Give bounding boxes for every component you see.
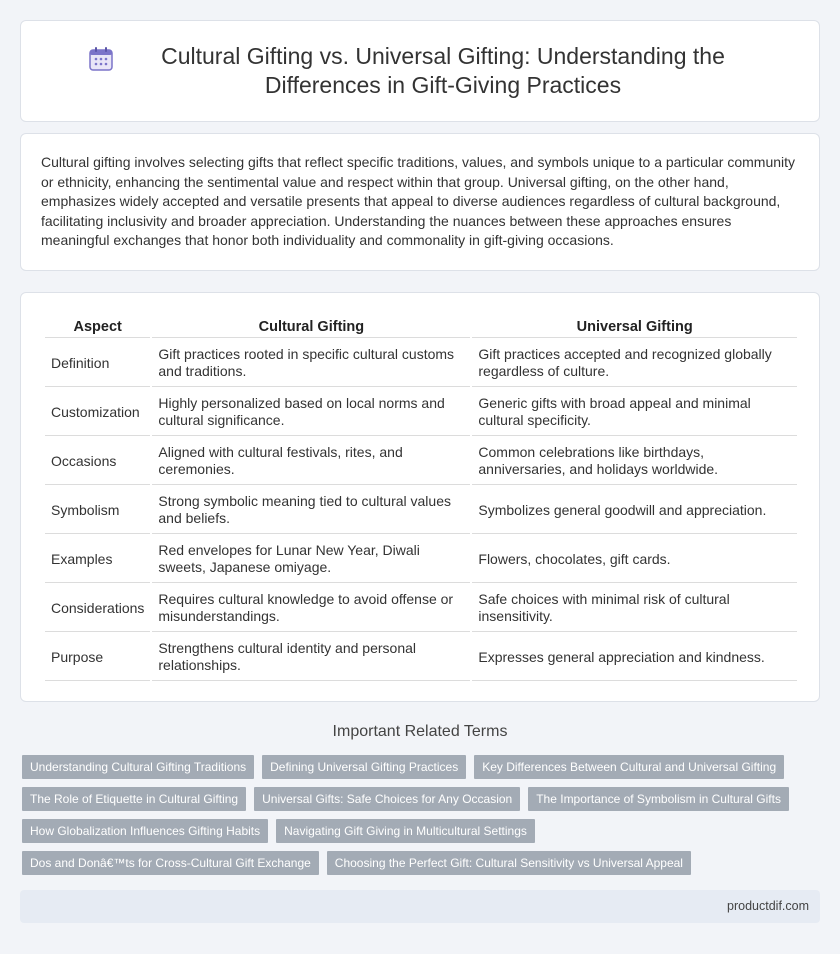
cultural-cell: Strengthens cultural identity and personal relationships.: [152, 634, 470, 681]
universal-cell: Safe choices with minimal risk of cultural insensitivity.: [472, 585, 797, 632]
table-row: [45, 389, 797, 436]
calendar-icon: [87, 45, 115, 73]
cultural-cell: Gift practices rooted in specific cultural customs and traditions.: [152, 340, 470, 387]
related-term-link[interactable]: Universal Gifts: Safe Choices for Any Occasion: [254, 787, 520, 811]
header-aspect: Aspect: [45, 315, 150, 338]
universal-cell: Generic gifts with broad appeal and minimal cultural specificity.: [472, 389, 797, 436]
footer-site-name: productdif.com: [727, 899, 809, 913]
intro-card: [20, 133, 820, 271]
header-universal: Universal Gifting: [472, 315, 797, 338]
cultural-cell: Red envelopes for Lunar New Year, Diwali sweets, Japanese omiyage.: [152, 536, 470, 583]
aspect-cell: Considerations: [45, 585, 150, 632]
table-row: [45, 536, 797, 583]
table-row: [45, 634, 797, 681]
related-term-link[interactable]: The Role of Etiquette in Cultural Gifting: [22, 787, 246, 811]
table-row: [45, 340, 797, 387]
page-title: Cultural Gifting vs. Universal Gifting: Understanding the Differences in Gift-Giving Practices: [161, 43, 725, 98]
universal-cell: Symbolizes general goodwill and appreciation.: [472, 487, 797, 534]
cultural-cell: Highly personalized based on local norms and cultural significance.: [152, 389, 470, 436]
universal-cell: Gift practices accepted and recognized globally regardless of culture.: [472, 340, 797, 387]
related-terms-list: [22, 755, 822, 883]
cultural-cell: Aligned with cultural festivals, rites, and ceremonies.: [152, 438, 470, 485]
aspect-cell: Examples: [45, 536, 150, 583]
aspect-cell: Customization: [45, 389, 150, 436]
related-term-link[interactable]: Navigating Gift Giving in Multicultural Settings: [276, 819, 535, 843]
related-term-link[interactable]: The Importance of Symbolism in Cultural Gifts: [528, 787, 789, 811]
related-term-link[interactable]: Defining Universal Gifting Practices: [262, 755, 466, 779]
related-term-link[interactable]: Understanding Cultural Gifting Traditions: [22, 755, 254, 779]
header-card: [20, 20, 820, 122]
related-term-link[interactable]: Dos and Donâ€™ts for Cross-Cultural Gift Exchange: [22, 851, 319, 875]
table-row: [45, 438, 797, 485]
cultural-cell: Requires cultural knowledge to avoid offense or misunderstandings.: [152, 585, 470, 632]
aspect-cell: Occasions: [45, 438, 150, 485]
table-row: [45, 585, 797, 632]
table-row: [45, 487, 797, 534]
universal-cell: Flowers, chocolates, gift cards.: [472, 536, 797, 583]
header-cultural: Cultural Gifting: [152, 315, 470, 338]
footer: [20, 890, 820, 923]
aspect-cell: Purpose: [45, 634, 150, 681]
related-term-link[interactable]: How Globalization Influences Gifting Habits: [22, 819, 268, 843]
related-term-link[interactable]: Key Differences Between Cultural and Universal Gifting: [474, 755, 784, 779]
related-terms-heading: Important Related Terms: [332, 723, 508, 740]
intro-paragraph: Cultural gifting involves selecting gifts that reflect specific traditions, values, and symbols unique to a particular community or ethnicity, enhancing the sentimental value and respect within that group. Universal gifting, on the other hand, emphasizes widely accepted and versatile presents that appeal to diverse audiences regardless of cultural background, facilitating inclusivity and broader appreciation. Understanding the nuances between these approaches ensures meaningful exchanges that honor both individuality and commonality in gift-giving occasions.: [41, 154, 796, 248]
cultural-cell: Strong symbolic meaning tied to cultural values and beliefs.: [152, 487, 470, 534]
aspect-cell: Symbolism: [45, 487, 150, 534]
universal-cell: Expresses general appreciation and kindness.: [472, 634, 797, 681]
related-term-link[interactable]: Choosing the Perfect Gift: Cultural Sensitivity vs Universal Appeal: [327, 851, 691, 875]
comparison-table-card: [20, 292, 820, 702]
universal-cell: Common celebrations like birthdays, anniversaries, and holidays worldwide.: [472, 438, 797, 485]
aspect-cell: Definition: [45, 340, 150, 387]
table-header-row: [45, 315, 797, 338]
comparison-table: [43, 313, 799, 683]
